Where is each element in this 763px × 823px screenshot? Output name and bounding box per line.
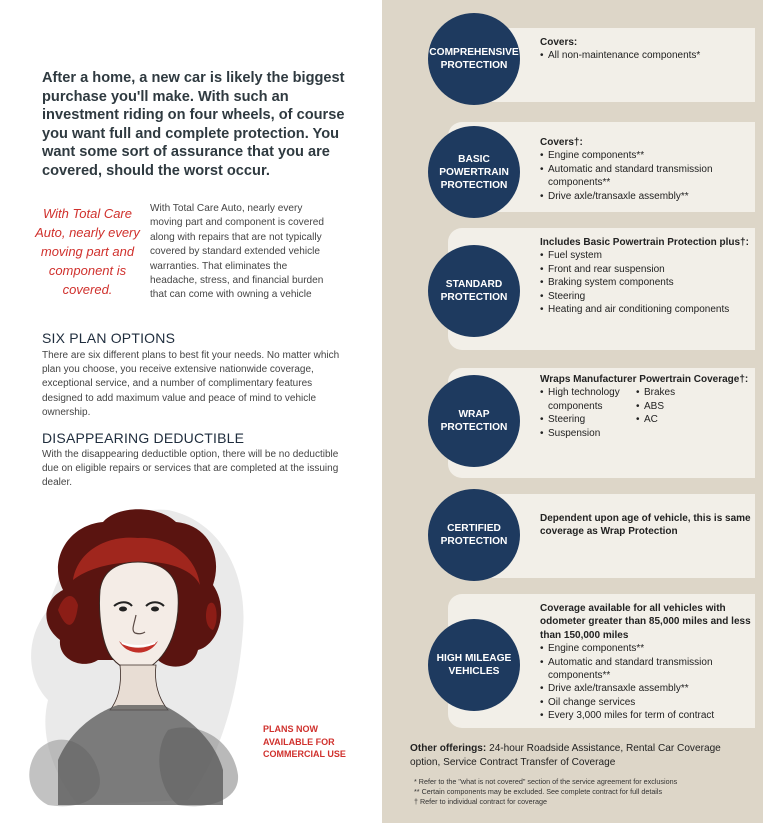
deductible-heading: DISAPPEARING DEDUCTIBLE — [42, 430, 245, 446]
coverage-item: • Engine components** — [540, 149, 760, 162]
plan-badge-certified: CERTIFIED PROTECTION — [428, 489, 520, 581]
plan-badge-wrap: WRAP PROTECTION — [428, 375, 520, 467]
six-plan-heading: SIX PLAN OPTIONS — [42, 330, 176, 346]
other-offerings-text: 24-hour Roadside Assistance, Rental Car Coverage option, Service Contract Transfer of Coverage — [410, 743, 721, 769]
coverage-item: • Drive axle/transaxle assembly** — [540, 682, 760, 695]
commercial-use-note: PLANS NOW AVAILABLE FOR COMMERCIAL USE — [263, 724, 346, 759]
coverage-list — [540, 249, 760, 316]
coverage-item: • Brakes — [636, 386, 675, 399]
plan-lead: Covers: — [540, 37, 578, 48]
coverage-list — [636, 386, 675, 440]
coverage-list — [540, 386, 636, 440]
plan-details-high-mileage — [540, 602, 760, 723]
coverage-item: • Drive axle/transaxle assembly** — [540, 190, 760, 203]
plan-lead: Dependent upon age of vehicle, this is same coverage as Wrap Protection — [540, 513, 751, 538]
plan-lead: Coverage available for all vehicles with odometer greater than 85,000 miles and less than 150,000 miles — [540, 603, 751, 641]
intro-paragraph: After a home, a new car is likely the biggest purchase you'll make. With such an investment riding on four wheels, of course you want full and complete protection. You want some sort of assurance that you are covered, should the worst occur. — [42, 70, 345, 179]
footnote: ** Certain components may be excluded. See complete contract for full details — [414, 787, 663, 796]
footnotes — [414, 777, 759, 807]
footnote: * Refer to the "what is not covered" section of the service agreement for exclusions — [414, 777, 678, 786]
other-offerings — [410, 742, 750, 771]
coverage-columns — [540, 386, 760, 440]
plan-details-standard — [540, 236, 760, 316]
coverage-item: • Engine components** — [540, 642, 760, 655]
footnote: † Refer to individual contract for coverage — [414, 797, 548, 806]
coverage-item: • Steering — [540, 290, 760, 303]
coverage-item: • Every 3,000 miles for term of contract — [540, 709, 760, 722]
plan-details-certified — [540, 512, 760, 539]
body-paragraph: With Total Care Auto, nearly every moving part and component is covered along with repairs that are not typically covered by standard extended vehicle warranties. That eliminates the headache, stress, and financial burden that can come with owning a vehicle — [150, 203, 324, 301]
coverage-list — [540, 149, 760, 203]
plan-badge-comprehensive: COMPREHENSIVE PROTECTION — [428, 13, 520, 105]
coverage-item: • Automatic and standard transmission components** — [540, 163, 760, 190]
six-plan-body: There are six different plans to best fit your needs. No matter which plan you choose, you receive extensive nationwide coverage, exceptional service, and a number of complimentary features designed to add maximum value and peace of mind to vehicle ownership. — [42, 350, 340, 418]
plan-details-basic-powertrain — [540, 136, 760, 203]
plan-lead: Covers†: — [540, 137, 583, 148]
coverage-item: • Steering — [540, 413, 636, 426]
plan-badge-standard: STANDARD PROTECTION — [428, 245, 520, 337]
coverage-item: • Suspension — [540, 427, 636, 440]
plan-lead: Wraps Manufacturer Powertrain Coverage†: — [540, 374, 749, 385]
coverage-item: • High technology components — [540, 386, 636, 413]
deductible-body: With the disappearing deductible option, there will be no deductible due on eligible repairs or services that are completed at the issuing dealer. — [42, 449, 339, 489]
coverage-item: • Fuel system — [540, 249, 760, 262]
plan-badge-high-mileage: HIGH MILEAGE VEHICLES — [428, 619, 520, 711]
coverage-item: • AC — [636, 413, 675, 426]
plan-lead: Includes Basic Powertrain Protection plus†: — [540, 237, 749, 248]
other-offerings-label: Other offerings: — [410, 743, 487, 754]
coverage-item: • Automatic and standard transmission components** — [540, 656, 760, 683]
coverage-list — [540, 642, 760, 722]
coverage-item: • Front and rear suspension — [540, 263, 760, 276]
coverage-item: • Oil change services — [540, 696, 760, 709]
coverage-list — [540, 49, 760, 62]
coverage-item: • All non-maintenance components* — [540, 49, 760, 62]
coverage-item: • Heating and air conditioning components — [540, 303, 760, 316]
pull-quote: With Total Care Auto, nearly every moving part and component is covered. — [35, 206, 140, 297]
plan-details-wrap — [540, 373, 760, 440]
plan-badge-basic-powertrain: BASIC POWERTRAIN PROTECTION — [428, 126, 520, 218]
plan-details-comprehensive — [540, 36, 760, 63]
coverage-item: • Braking system components — [540, 276, 760, 289]
woman-portrait-illustration — [18, 500, 253, 810]
coverage-item: • ABS — [636, 400, 675, 413]
